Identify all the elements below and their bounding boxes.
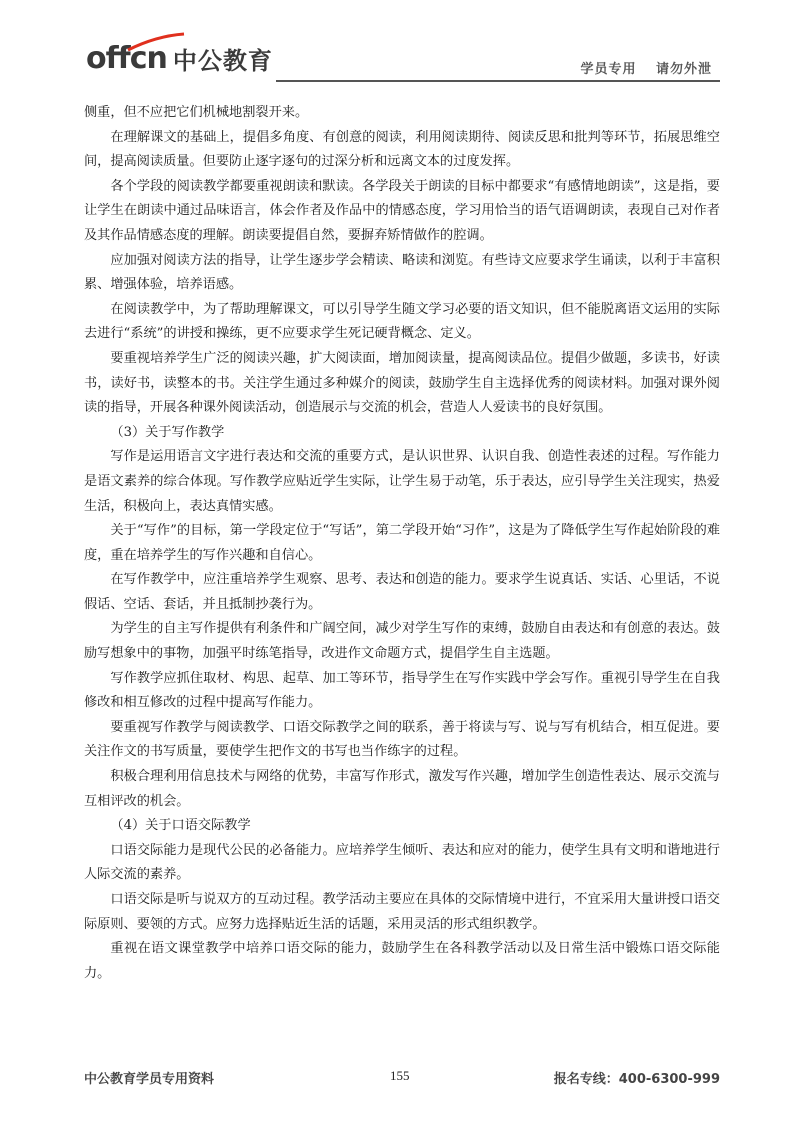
paragraph: 侧重，但不应把它们机械地割裂开来。 [84, 105, 309, 120]
document-body [84, 101, 720, 986]
header-tag-exclusive: 学员专用 [580, 62, 637, 77]
paragraph: 应加强对阅读方法的指导，让学生逐步学会精读、略读和浏览。有些诗文应要求学生诵读，以利于丰富积累、增强体验，培养语感。 [84, 252, 720, 293]
page-number: 155 [390, 1068, 410, 1083]
footer-hotline: 报名专线：400-6300-999 [553, 1072, 720, 1087]
paragraph: 口语交际是听与说双方的互动过程。教学活动主要应在具体的交际情境中进行，不宜采用大量讲授口语交际原则、要领的方式。应努力选择贴近生活的话题，采用灵活的形式组织教学。 [84, 892, 720, 932]
paragraph: 写作是运用语言文字进行表达和交流的重要方式，是认识世界、认识自我、创造性表述的过程。写作能力是语文素养的综合体现。写作教学应贴近学生实际，让学生易于动笔，乐于表达，应引导学生关注现实，热爱生活，积极向上，表达真情实感。 [84, 449, 720, 514]
paragraph: 口语交际能力是现代公民的必备能力。应培养学生倾听、表达和应对的能力，使学生具有文明和谐地进行人际交流的素养。 [84, 842, 720, 883]
paragraph: 为学生的自主写作提供有利条件和广阔空间，减少对学生写作的束缚，鼓励自由表达和有创意的表达。鼓励写想象中的事物，加强平时练笔指导，改进作文命题方式，提倡学生自主选题。 [84, 621, 720, 662]
paragraph: 在阅读教学中，为了帮助理解课文，可以引导学生随文学习必要的语文知识，但不能脱离语文运用的实际去进行“系统”的讲授和操练，更不应要求学生死记硬背概念、定义。 [84, 301, 720, 342]
page-header [80, 32, 720, 84]
logo-chinese: 中公教育 [172, 46, 273, 75]
section-heading: （4）关于口语交际教学 [110, 818, 251, 834]
paragraph: 要重视培养学生广泛的阅读兴趣，扩大阅读面，增加阅读量，提高阅读品位。提倡少做题，多读书，好读书，读好书，读整本的书。关注学生通过多种媒介的阅读，鼓励学生自主选择优秀的阅读材料。加强对课外阅读的指导，开展各种课外阅读活动，创造展示与交流的机会，营造人人爱读书的良好氛围。 [84, 350, 720, 416]
paragraph: 积极合理利用信息技术与网络的优势，丰富写作形式，激发写作兴趣，增加学生创造性表达、展示交流与互相评改的机会。 [84, 769, 720, 809]
header-tags [580, 58, 712, 77]
paragraph: 重视在语文课堂教学中培养口语交际的能力，鼓励学生在各科教学活动以及日常生活中锻炼口语交际能力。 [84, 941, 720, 981]
footer-source: 中公教育学员专用资料 [84, 1072, 215, 1087]
page-footer [84, 1068, 720, 1090]
paragraph: 关于“写作”的目标，第一学段定位于“写话”，第二学段开始“习作”，这是为了降低学生写作起始阶段的难度，重在培养学生的写作兴趣和自信心。 [84, 523, 720, 563]
paragraph: 写作教学应抓住取材、构思、起草、加工等环节，指导学生在写作实践中学会写作。重视引导学生在自我修改和相互修改的过程中提高写作能力。 [84, 670, 720, 711]
logo-swoosh-icon [126, 32, 186, 52]
paragraph: 各个学段的阅读教学都要重视朗读和默读。各学段关于朗读的目标中都要求“有感情地朗读”，这是指，要让学生在朗读中通过品味语言，体会作者及作品中的情感态度，学习用恰当的语气语调朗读，表现自己对作者及其作品情感态度的理解。朗读要提倡自然，要摒弃矫情做作的腔调。 [84, 178, 720, 243]
header-tag-confidential: 请勿外泄 [655, 62, 712, 77]
logo-latin: offcn [86, 40, 167, 76]
header-divider [276, 80, 720, 82]
section-heading: （3）关于写作教学 [110, 424, 225, 440]
paragraph: 在理解课文的基础上，提倡多角度、有创意的阅读，利用阅读期待、阅读反思和批判等环节，拓展思维空间，提高阅读质量。但要防止逐字逐句的过深分析和远离文本的过度发挥。 [84, 129, 720, 170]
paragraph: 在写作教学中，应注重培养学生观察、思考、表达和创造的能力。要求学生说真话、实话、心里话，不说假话、空话、套话，并且抵制抄袭行为。 [84, 572, 720, 612]
offcn-logo [86, 38, 273, 78]
paragraph: 要重视写作教学与阅读教学、口语交际教学之间的联系，善于将读与写、说与写有机结合，相互促进。要关注作文的书写质量，要使学生把作文的书写也当作练字的过程。 [84, 719, 720, 760]
